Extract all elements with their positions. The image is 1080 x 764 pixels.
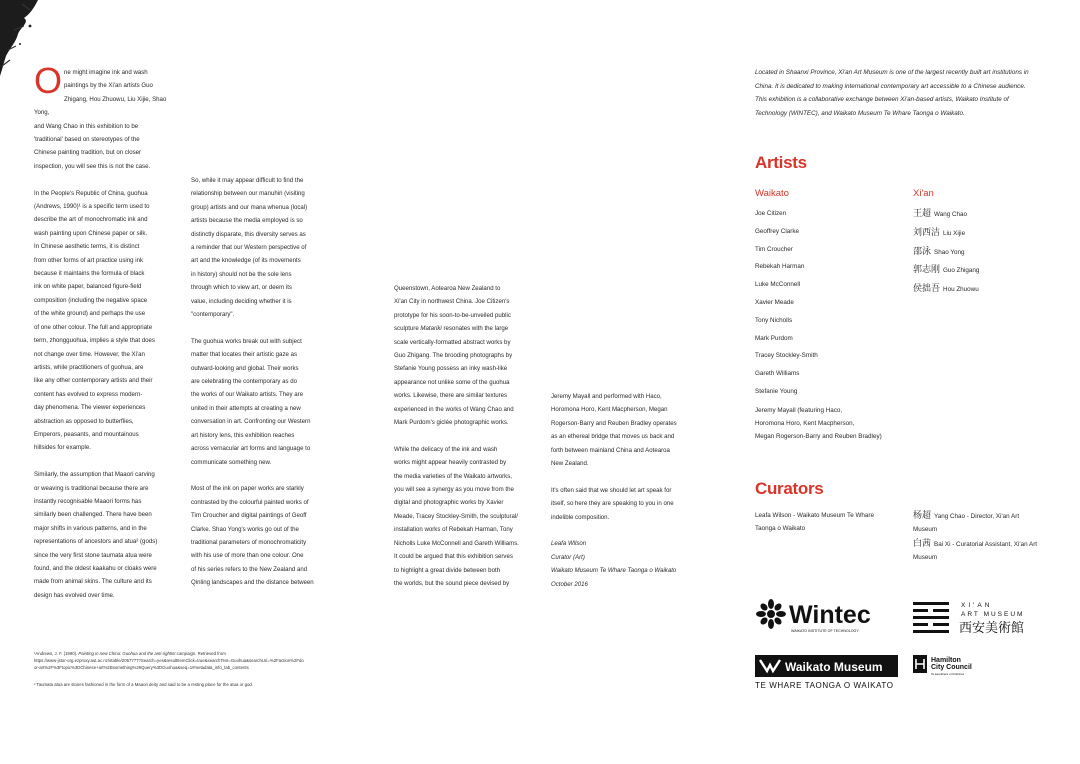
curator-name-en: Bai Xi - Curatorial Assistant, Xi'an Art Museum bbox=[913, 541, 1038, 562]
ink-works-paragraph: Most of the ink on paper works are starkly contrasted by the colourful painted works of Tim Croucher and digital paintings of Geoff Clarke. Shao Yong's works go out of the traditional parameters of monochromaticity with his use of more than one colour. One of his series refers to the New Zealand and Qinling landscapes and the distance between bbox=[191, 485, 314, 587]
artist-name: Rebekah Harman bbox=[755, 263, 805, 271]
waikato-subheading: Waikato bbox=[755, 188, 789, 199]
wintec-logo-mark bbox=[755, 599, 880, 635]
waikato-museum-tagline: TE WHARE TAONGA O WAIKATO bbox=[755, 681, 894, 690]
artist-name: Geoffrey Clarke bbox=[755, 227, 799, 235]
wintec-wordmark: Wintec bbox=[789, 601, 871, 629]
waikato-museum-mark bbox=[755, 655, 900, 691]
museum-description: Located in Shaanxi Province, Xi'an Art Museum is one of the largest recently built art institutions in China. It is dedicated to making international contemporary art accessible to a Chinese audience. This exhibition is a collaborative exchange between Xi'an-based artists, Waikato Institute of Technology (WINTEC), and Waikato Museum Te Whare Taonga o Waikato. bbox=[755, 69, 1029, 117]
wintec-logo bbox=[755, 599, 880, 635]
text-span: Queenstown, Aotearoa New Zealand to Xi'an City in northwest China. Joe Citizen's prototype for his soon-to-be-unveiled public sculpture bbox=[394, 285, 511, 333]
artwork-title: Matariki bbox=[420, 325, 442, 333]
xian-artist bbox=[913, 261, 1053, 280]
footnote-title: Painting in new China: Guohua and the anti-rightist campaign. bbox=[78, 651, 197, 656]
footnote-text: ¹Andrews, J. F. (1990). bbox=[34, 651, 79, 656]
xian-artist bbox=[913, 224, 1053, 243]
xian-curator-2 bbox=[913, 537, 1053, 565]
artist-name-cn: 邵泳 bbox=[913, 245, 932, 256]
essay-column-2 bbox=[191, 174, 331, 590]
footnote-1 bbox=[34, 650, 334, 671]
guohua-paragraph: In the People's Republic of China, guohua (Andrews, 1990)¹ is a specific term used to describe the art of monochromatic ink and wash painting upon Chinese paper or silk. In Chinese aesthetic terms, it is distinct from other forms of art practice using ink because it maintains the formula of black ink on white paper, balanced figure-field composition (including the negative space of the white ground) and perhaps the use of one other colour. The full and appropriate term, zhongguohua, implies a style that does not change over time. However, the Xi'an artists, while practitioners of guohua, are like any other contemporary artists and their content has evolved to express modern- day phenomena. The viewer experiences abstraction as opposed to butterflies, Emperors, peasants, and mountainous hillsides for example. bbox=[34, 189, 155, 452]
xian-artist bbox=[913, 205, 1053, 224]
xian-cn-wordmark: 西安美術館 bbox=[959, 621, 1025, 635]
artist-name: Tim Croucher bbox=[755, 245, 793, 253]
waikato-artist-list bbox=[755, 205, 905, 443]
footnote-text: Retrieved from https://www-jstor-org.ezproxy.aut.ac.nz/stable/2057777?Search=yes&resultItemClick=true&searchText=Guohua&searchUri=%2Faction%2Fdo or-art%2F%3Ftopic%3DChinese+art%2Bsomething%26Query%3DGuohua&seq=1#metadata_info_tab_contents bbox=[34, 651, 304, 670]
hamilton-city-council-logo bbox=[913, 655, 983, 681]
xian-subheading: Xi'an bbox=[913, 188, 934, 199]
xian-en-line-2: ART MUSEUM bbox=[961, 611, 1025, 618]
intro-text: ne might imagine ink and wash paintings by the Xi'an artists Guo Zhigang, Hou Zhuowu, Liu Xijie, Shao Yong, and Wang Chao in this exhibition to be 'traditional' based on stereotypes of the Chinese painting tradition, but on closer inspection, you will see this is not the case. bbox=[34, 69, 167, 170]
artist-name: Tony Nicholls bbox=[755, 316, 793, 324]
artist-name: Tracey Stockley-Smith bbox=[755, 352, 818, 360]
artist-name-en: Guo Zhigang bbox=[943, 267, 980, 275]
queenstown-paragraph bbox=[394, 282, 534, 429]
hcc-mark bbox=[913, 655, 983, 681]
curators-heading: Curators bbox=[755, 479, 824, 498]
artist-name-en: Hou Zhuowu bbox=[943, 286, 979, 294]
xian-en-line-1: XI'AN bbox=[961, 602, 993, 609]
hcc-name-line-1: Hamilton bbox=[931, 657, 961, 664]
signature-block: Leafa Wilson Curator (Art) Waikato Museum Te Whare Taonga o Waikato October 2016 bbox=[551, 540, 677, 588]
intro-paragraph bbox=[34, 60, 174, 173]
artist-name-en: Wang Chao bbox=[934, 211, 968, 218]
sound-piece-paragraph: Jeremy Mayall and performed with Haco, Horomona Horo, Kent Macpherson, Megan Rogerson-Barry and Reuben Bradley operates as an ethereal bridge that moves us back and forth between mainland China and Aotearoa New Zealand. bbox=[551, 393, 677, 468]
xian-artist bbox=[913, 280, 1053, 299]
artists-heading: Artists bbox=[755, 153, 807, 172]
artist-name: Xavier Meade bbox=[755, 298, 794, 306]
essay-column-1 bbox=[34, 60, 174, 602]
xian-artist bbox=[913, 243, 1053, 262]
curator-name-cn: 白茜 bbox=[913, 538, 932, 548]
artist-name-cn: 王超 bbox=[913, 208, 932, 218]
text-span: resonates with the large scale vertically-formatted abstract works by Guo Zhigang. The brooding photographs by Stefanie Young possess an inky wash-like appearance not unlike some of the guohua works. Likewise, there are similar textures experienced in the works of Wang Chao and Mark Purdom's giclée photographic works. bbox=[394, 325, 514, 427]
hcc-tagline: Te kaunihera o Kirikiriroa bbox=[931, 672, 965, 676]
artist-name: Luke McConnell bbox=[755, 281, 801, 289]
relationship-paragraph: So, while it may appear difficult to find the relationship between our manuhiri (visiting group) artists and our mana whenua (local) artists because the media employed is so distinctly disparate, this diversity serves as a reminder that our Western perspective of art and the knowledge (of its movements in history) should not be the sole lens through which to view art, or deem its value, including deciding whether it is "contemporary". bbox=[191, 177, 308, 319]
artist-name: Jeremy Mayall (featuring Haco, Horomona Horo, Kent Macpherson, Megan Rogerson-Barry and Reuben Bradley) bbox=[755, 406, 882, 441]
xian-curator-1 bbox=[913, 509, 1053, 537]
xian-art-museum-logo bbox=[913, 599, 1043, 635]
delicacy-paragraph: While the delicacy of the ink and wash works might appear heavily contrasted by the media varieties of the Waikato artworks, you will see a synergy as you move from the digital and photographic works by Xavier Meade, Tracey Stockley-Smith, the sculptural/ installation works of Rebekah Harman, Tony Nicholls Luke McConnell and Gareth Williams. It could be argued that this exhibition serves to highlight a great divide between both the worlds, but the sound piece devised by bbox=[394, 445, 519, 587]
artist-name: Gareth Williams bbox=[755, 370, 800, 378]
maaori-paragraph: Similarly, the assumption that Maaori carving or weaving is traditional because there are instantly recognisable Maaori forms has similarly been challenged. There have been major shifts in various patterns, and in the representations of ancestors and atua² (gods) since the very first stone taumata atua were found, and the oldest kaakahu or cloaks were made from animal skins. The culture and its design has evolved over time. bbox=[34, 471, 158, 599]
waikato-museum-wordmark: Waikato Museum bbox=[785, 660, 883, 674]
artist-name: Stefanie Young bbox=[755, 387, 798, 395]
curator-name-en: Yang Chao - Director, Xi'an Art Museum bbox=[913, 513, 1020, 534]
hcc-name-line-2: City Council bbox=[931, 664, 972, 671]
curator-name-cn: 杨超 bbox=[913, 510, 932, 520]
artist-name: Joe Citizen bbox=[755, 210, 787, 217]
artist-name-cn: 刘西洁 bbox=[913, 226, 941, 237]
artist-name-en: Shao Yong bbox=[934, 248, 965, 256]
xian-artist-list bbox=[913, 205, 1053, 299]
artist-name-cn: 郭志刚 bbox=[913, 264, 941, 275]
closing-paragraph: It's often said that we should let art speak for itself, so here they are speaking to you in one indelible composition. bbox=[551, 486, 674, 521]
footnote-2: ² Taumata atua are stones fashioned in the form of a Maaori deity and said to be a resting place for the atua or god. bbox=[34, 682, 253, 687]
waikato-curator: Leafa Wilson - Waikato Museum Te Whare Taonga o Waikato bbox=[755, 512, 874, 533]
subject-matter-paragraph: The guohua works break out with subject matter that locates their artistic gaze as outward-looking and global. Their works are celebrating the contemporary as do the works of our Waikato artists. They are united in their attempts at creating a new conversation in art. Confronting our Western art history lens, this exhibition reaches across vernacular art forms and language to communicate something new. bbox=[191, 337, 311, 466]
xian-museum-mark bbox=[913, 599, 1043, 635]
drop-cap: O bbox=[34, 60, 63, 101]
essay-column-4 bbox=[551, 390, 691, 591]
artist-name-en: Liu Xijie bbox=[943, 229, 966, 237]
essay-column-3 bbox=[394, 282, 534, 590]
artist-name-cn: 侯拙吾 bbox=[913, 283, 941, 294]
wintec-tagline: WAIKATO INSTITUTE OF TECHNOLOGY bbox=[791, 629, 859, 633]
artist-name: Mark Purdom bbox=[755, 334, 793, 342]
waikato-museum-logo bbox=[755, 655, 900, 691]
